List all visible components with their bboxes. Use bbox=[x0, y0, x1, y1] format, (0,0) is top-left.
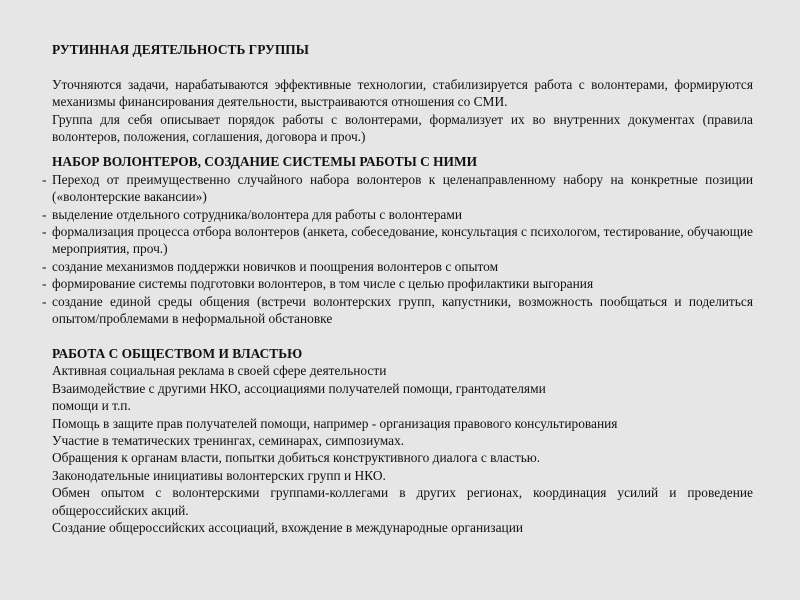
section-society-line: Обращения к органам власти, попытки добиться конструктивного диалога с властью. bbox=[52, 450, 541, 466]
slide-content bbox=[42, 41, 753, 536]
dash-marker: - bbox=[42, 206, 47, 222]
section-society-line: Взаимодействие с другими НКО, ассоциациями получателей помощи, грантодателями bbox=[52, 380, 546, 396]
list-item bbox=[42, 206, 753, 223]
list-item-text: Переход от преимущественно случайного набора волонтеров к целенаправленному набору на конкретные позиции («волонтерские вакансии») bbox=[52, 171, 753, 205]
list-item bbox=[42, 258, 753, 275]
list-item-text: создание механизмов поддержки новичков и поощрения волонтеров с опытом bbox=[52, 258, 499, 274]
section-routine-title: РУТИННАЯ ДЕЯТЕЛЬНОСТЬ ГРУППЫ bbox=[52, 42, 309, 57]
list-item bbox=[42, 293, 753, 328]
dash-marker: - bbox=[42, 224, 47, 240]
list-item bbox=[42, 223, 753, 258]
list-item-text: формализация процесса отбора волонтеров (анкета, собеседование, консультация с психологом, тестирование, обучающие мероприятия, проч.) bbox=[52, 224, 753, 257]
section-society-line: Создание общероссийских ассоциаций, вхождение в международные организации bbox=[52, 519, 524, 535]
section-society-title: РАБОТА С ОБЩЕСТВОМ И ВЛАСТЬЮ bbox=[52, 345, 303, 361]
section-routine-paragraph: Группа для себя описывает порядок работы с волонтерами, формализует их во внутренних документах (правила волонтеров, положения, соглашения, договора и проч.) bbox=[52, 111, 753, 145]
dash-marker: - bbox=[42, 258, 47, 274]
section-routine-paragraph: Уточняются задачи, нарабатываются эффективные технологии, стабилизируется работа с волонтерами, формируются механизмы финансирования деятельности, выстраиваются отношения со СМИ. bbox=[52, 76, 753, 110]
section-society-line: Законодательные инициативы волонтерских групп и НКО. bbox=[52, 467, 386, 483]
list-item bbox=[42, 275, 753, 292]
dash-marker: - bbox=[42, 276, 47, 292]
dash-marker: - bbox=[42, 171, 47, 187]
section-society-line: Обмен опытом с волонтерскими группами-коллегами в других регионах, координация усилий и проведение общероссийских акций. bbox=[52, 485, 753, 518]
list-item bbox=[42, 171, 753, 206]
section-society-line: Помощь в защите прав получателей помощи, например - организация правового консультирования bbox=[52, 415, 618, 431]
section-recruitment-title: НАБОР ВОЛОНТЕРОВ, СОЗДАНИЕ СИСТЕМЫ РАБОТЫ С НИМИ bbox=[52, 154, 478, 170]
list-item-text: создание единой среды общения (встречи волонтерских групп, капустники, возможность пообщаться и поделиться опытом/проблемами в неформальной обстановке bbox=[52, 293, 753, 327]
section-society-line: помощи и т.п. bbox=[52, 398, 131, 414]
list-item-text: формирование системы подготовки волонтеров, в том числе с целью профилактики выгорания bbox=[52, 276, 594, 292]
dash-marker: - bbox=[42, 293, 47, 309]
list-item-text: выделение отдельного сотрудника/волонтера для работы с волонтерами bbox=[52, 206, 462, 222]
section-society-line: Участие в тематических тренингах, семинарах, симпозиумах. bbox=[52, 432, 405, 448]
section-society-line: Активная социальная реклама в своей сфере деятельности bbox=[52, 363, 387, 379]
